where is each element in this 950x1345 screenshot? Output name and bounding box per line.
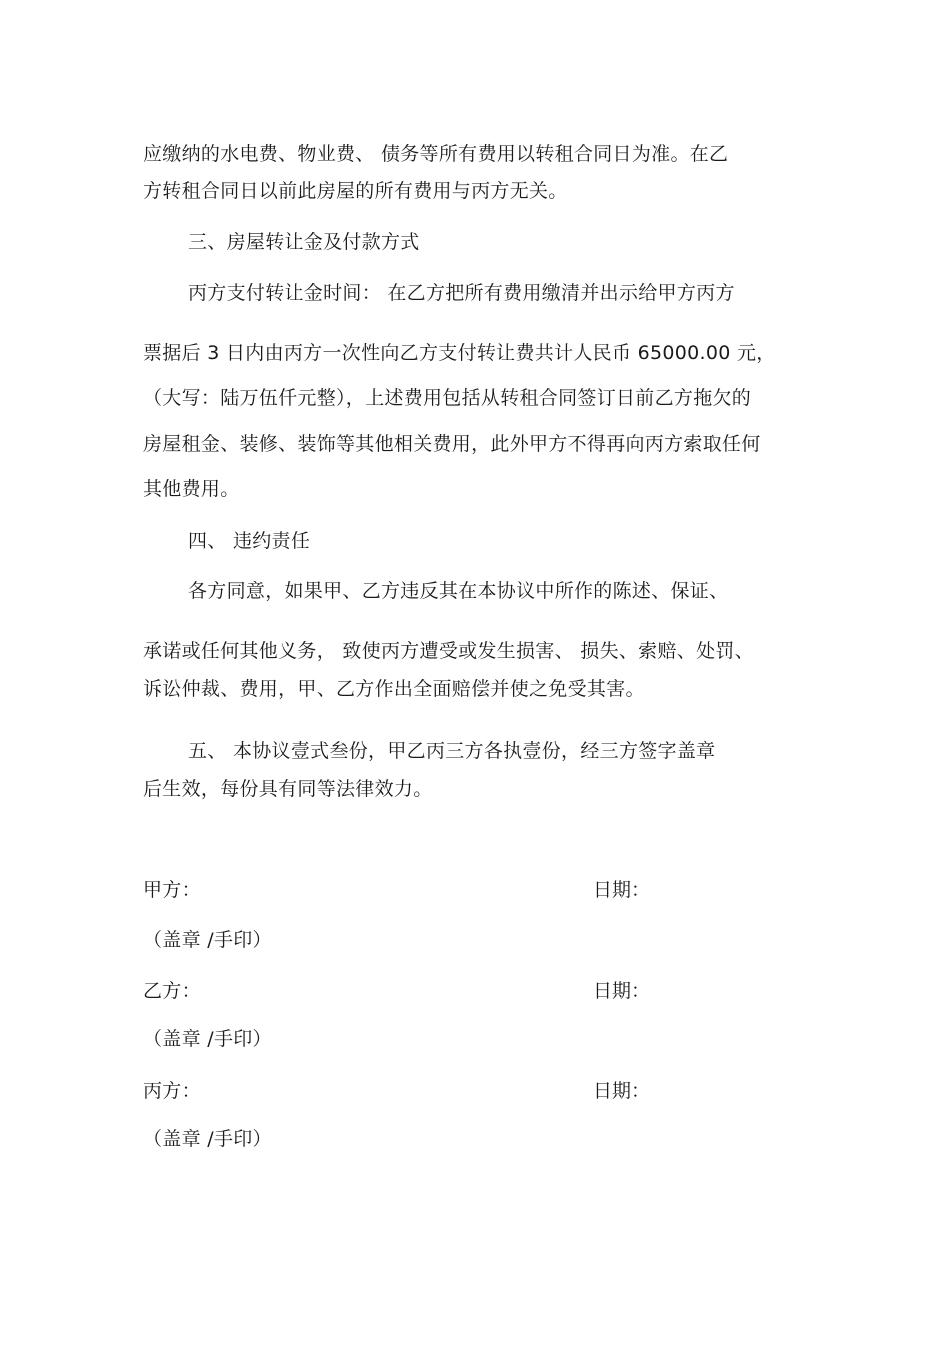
party-c-seal: （盖章 /手印） bbox=[143, 1128, 272, 1150]
section-heading-5: 五、 本协议壹式叁份，甲乙丙三方各执壹份，经三方签字盖章 bbox=[188, 740, 716, 762]
party-b-label: 乙方： bbox=[143, 980, 201, 1002]
paragraph-line: 房屋租金、装修、装饰等其他相关费用，此外甲方不得再向丙方索取任何 bbox=[143, 433, 761, 455]
paragraph-line: 丙方支付转让金时间： 在乙方把所有费用缴清并出示给甲方丙方 bbox=[188, 282, 735, 304]
section-heading-4: 四、 违约责任 bbox=[188, 530, 311, 552]
paragraph-line: 承诺或任何其他义务， 致使丙方遭受或发生损害、 损失、索赔、处罚、 bbox=[143, 640, 754, 662]
party-c-date-label: 日期： bbox=[593, 1080, 651, 1102]
party-c-label: 丙方： bbox=[143, 1080, 201, 1102]
party-a-label: 甲方： bbox=[143, 879, 201, 901]
paragraph-line: 方转租合同日以前此房屋的所有费用与丙方无关。 bbox=[143, 180, 568, 202]
paragraph-line: 票据后 3 日内由丙方一次性向乙方支付转让费共计人民币 65000.00 元， bbox=[143, 342, 776, 364]
paragraph-line: （大写：陆万伍仟元整），上述费用包括从转租合同签订日前乙方拖欠的 bbox=[143, 387, 752, 409]
party-a-seal: （盖章 /手印） bbox=[143, 929, 272, 951]
party-a-date-label: 日期： bbox=[593, 879, 651, 901]
paragraph-line: 其他费用。 bbox=[143, 478, 240, 500]
section-heading-3: 三、房屋转让金及付款方式 bbox=[188, 231, 420, 253]
party-b-date-label: 日期： bbox=[593, 980, 651, 1002]
paragraph-line: 后生效，每份具有同等法律效力。 bbox=[143, 778, 433, 800]
paragraph-line: 应缴纳的水电费、物业费、 债务等所有费用以转租合同日为准。在乙 bbox=[143, 143, 729, 165]
paragraph-line: 诉讼仲裁、费用，甲、乙方作出全面赔偿并使之免受其害。 bbox=[143, 678, 645, 700]
party-b-seal: （盖章 /手印） bbox=[143, 1028, 272, 1050]
paragraph-line: 各方同意，如果甲、乙方违反其在本协议中所作的陈述、保证、 bbox=[188, 580, 729, 602]
